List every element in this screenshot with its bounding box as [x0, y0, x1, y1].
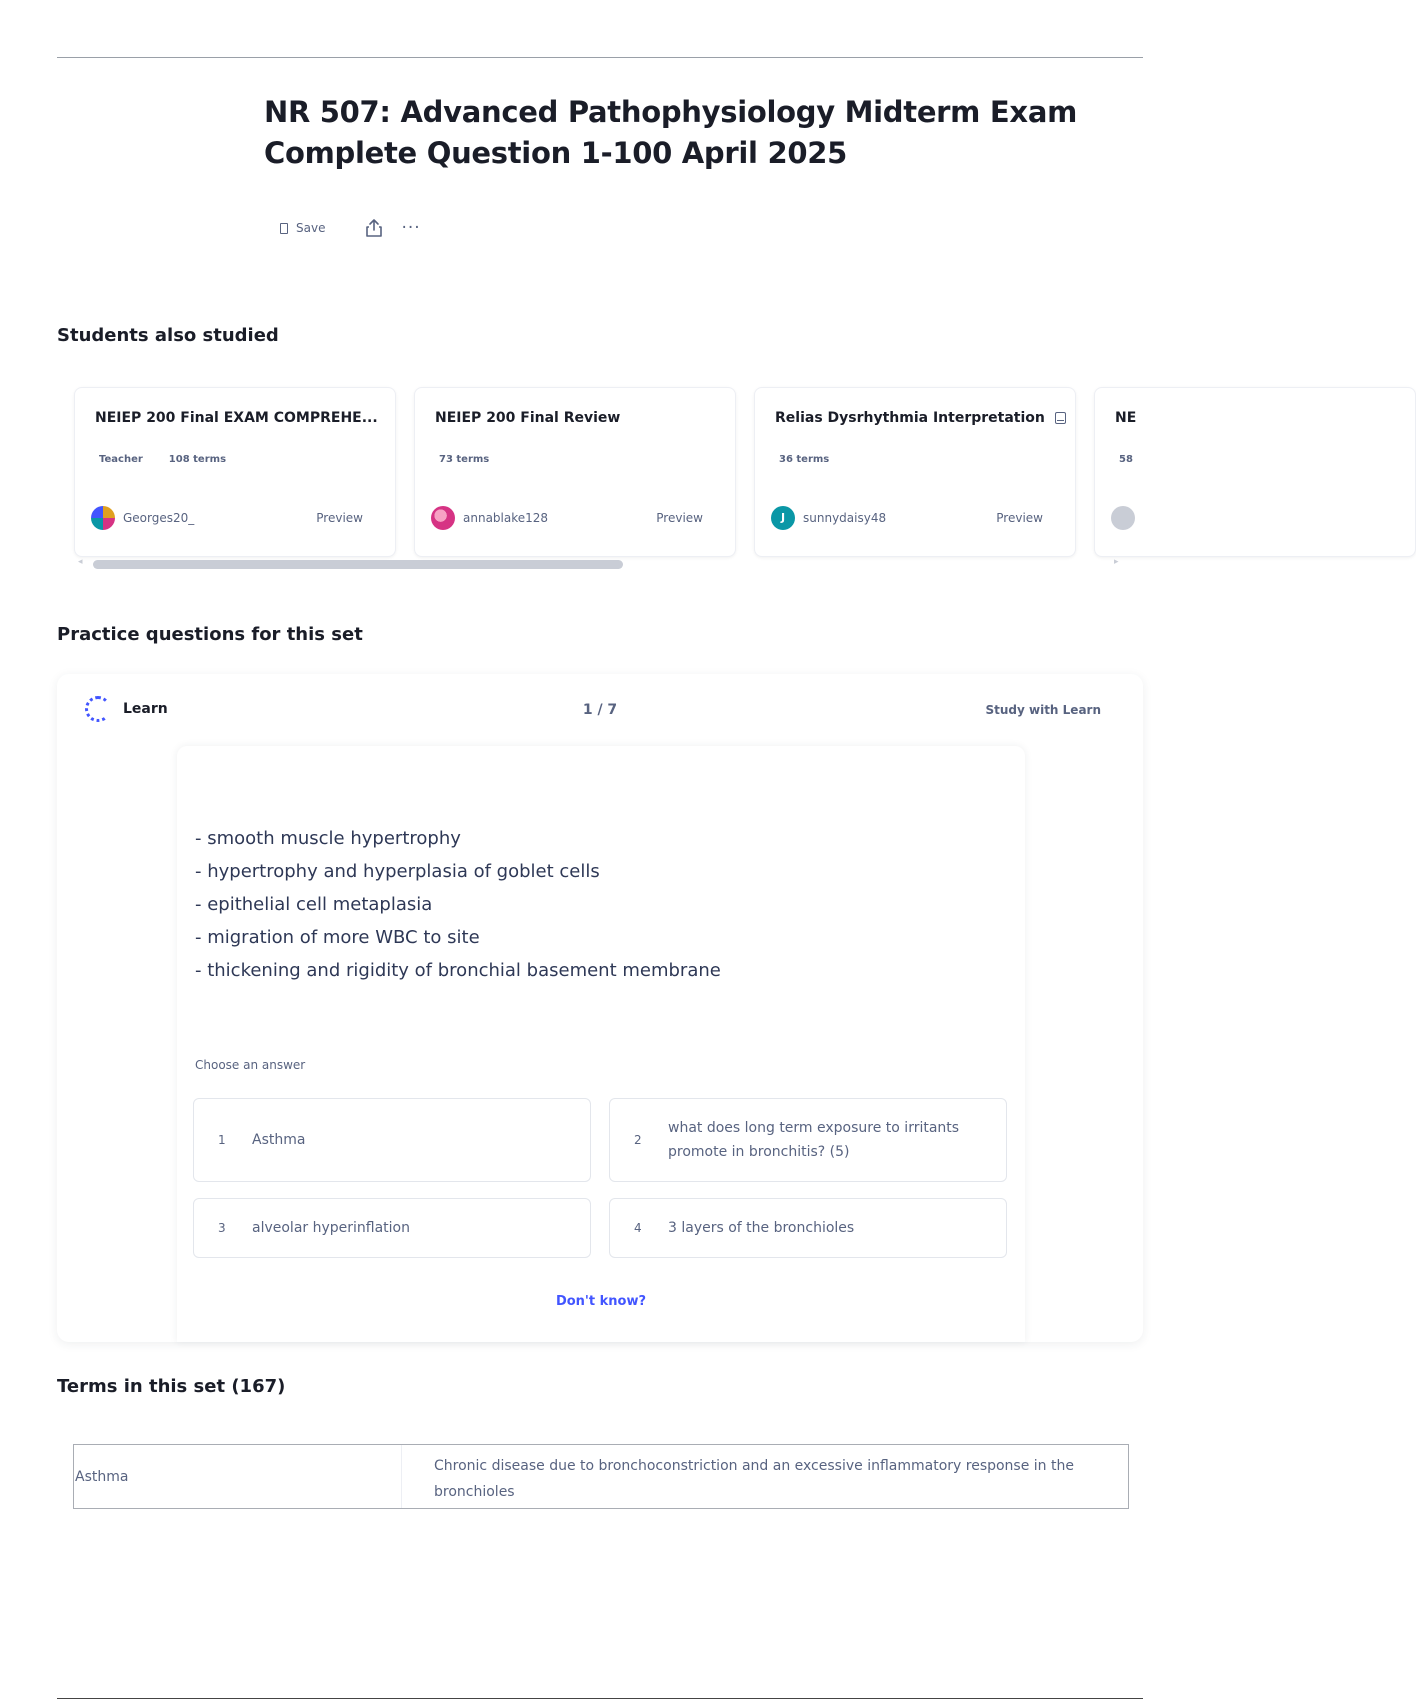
card-term-count: 73 terms: [439, 454, 490, 465]
card-title: [775, 410, 1066, 426]
term-cell: Asthma: [74, 1445, 402, 1508]
practice-questions-heading: Practice questions for this set: [57, 624, 363, 645]
preview-button[interactable]: Preview: [656, 511, 703, 525]
avatar: [1111, 506, 1135, 530]
card-role: Teacher: [99, 454, 143, 465]
avatar: [91, 506, 115, 530]
answer-option-4[interactable]: [609, 1198, 1007, 1258]
card-title: NE: [1115, 410, 1137, 426]
question-line: - migration of more WBC to site: [195, 927, 480, 948]
card-meta: [439, 454, 489, 465]
answer-option-1[interactable]: [193, 1098, 591, 1182]
answer-option-3[interactable]: [193, 1198, 591, 1258]
learn-panel: [57, 674, 1143, 1342]
share-icon: [365, 218, 383, 238]
avatar: [431, 506, 455, 530]
scroll-left-arrow-icon[interactable]: ◂: [78, 557, 83, 567]
option-number: 4: [634, 1221, 642, 1235]
preview-button[interactable]: Preview: [996, 511, 1043, 525]
bookmark-icon: [280, 223, 288, 234]
option-number: 1: [218, 1133, 226, 1147]
option-text: 3 layers of the bronchioles: [668, 1220, 855, 1236]
save-label: Save: [296, 221, 326, 235]
verified-badge-icon: [1055, 412, 1066, 424]
option-text: alveolar hyperinflation: [252, 1220, 410, 1236]
learn-label: Learn: [123, 701, 168, 717]
option-number: 3: [218, 1221, 226, 1235]
card-footer: [1111, 506, 1399, 530]
students-also-studied-heading: Students also studied: [57, 325, 279, 346]
question-card: [177, 746, 1025, 1342]
bottom-divider: [57, 1698, 1143, 1699]
option-text: Asthma: [252, 1132, 306, 1148]
card-title-text: Relias Dysrhythmia Interpretation: [775, 410, 1045, 426]
more-options-button[interactable]: ···: [401, 218, 421, 238]
study-set-card[interactable]: [754, 387, 1076, 557]
carousel-scrollbar[interactable]: [93, 560, 623, 569]
card-footer: [431, 506, 719, 530]
card-title: NEIEP 200 Final Review: [435, 410, 621, 426]
study-with-learn-link[interactable]: Study with Learn: [985, 703, 1101, 717]
action-bar: [280, 214, 421, 242]
option-number: 2: [634, 1133, 642, 1147]
dont-know-button[interactable]: Don't know?: [555, 1294, 647, 1309]
page-title: NR 507: Advanced Pathophysiology Midterm Exam Complete Question 1-100 April 2025: [264, 95, 1078, 170]
question-counter: 1 / 7: [582, 702, 618, 718]
username[interactable]: annablake128: [463, 511, 549, 525]
question-line: - hypertrophy and hyperplasia of goblet cells: [195, 861, 600, 882]
card-term-count: 36 terms: [779, 454, 830, 465]
save-button[interactable]: [280, 221, 325, 235]
terms-table: [73, 1444, 1129, 1509]
definition-cell: Chronic disease due to bronchoconstriction and an excessive inflammatory response in the bronchioles: [434, 1458, 1074, 1500]
choose-answer-label: Choose an answer: [195, 1058, 306, 1072]
card-term-count: 58: [1119, 454, 1133, 465]
study-set-carousel: [74, 387, 1137, 557]
study-set-card[interactable]: [74, 387, 396, 557]
preview-button[interactable]: Preview: [316, 511, 363, 525]
card-footer: [91, 506, 379, 530]
scroll-right-arrow-icon[interactable]: ▸: [1114, 557, 1119, 567]
terms-heading: Terms in this set (167): [57, 1376, 286, 1397]
card-title: NEIEP 200 Final EXAM COMPREHE...: [95, 410, 378, 426]
question-line: - thickening and rigidity of bronchial basement membrane: [195, 960, 721, 981]
question-prompt: [195, 822, 721, 987]
share-button[interactable]: [363, 216, 385, 240]
card-term-count: 108 terms: [168, 454, 227, 465]
option-text: what does long term exposure to irritants promote in bronchitis? (5): [668, 1120, 960, 1160]
username[interactable]: Georges20_: [123, 511, 195, 525]
username[interactable]: sunnydaisy48: [803, 511, 887, 525]
question-line: - epithelial cell metaplasia: [195, 894, 433, 915]
study-set-card[interactable]: [414, 387, 736, 557]
top-divider: [57, 57, 1143, 58]
card-meta: [1119, 454, 1133, 465]
answer-option-2[interactable]: [609, 1098, 1007, 1182]
study-set-card[interactable]: [1094, 387, 1416, 557]
card-meta: [99, 454, 226, 465]
avatar: J: [771, 506, 795, 530]
question-line: - smooth muscle hypertrophy: [195, 828, 461, 849]
card-meta: [779, 454, 829, 465]
card-footer: [771, 506, 1059, 530]
